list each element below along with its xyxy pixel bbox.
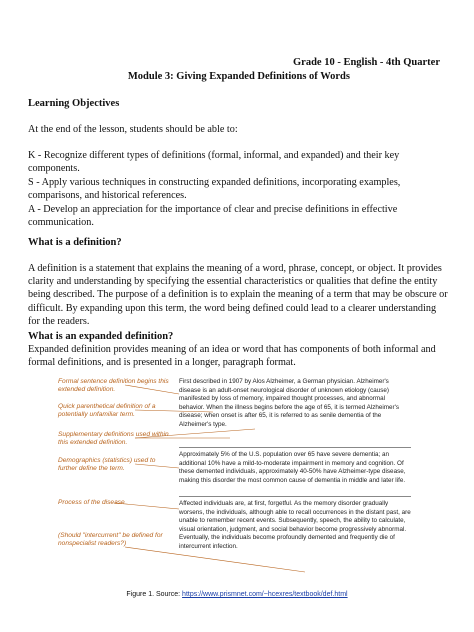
annotation-parenthetical-definition: Quick parenthetical definition of a potentially unfamiliar term. bbox=[58, 403, 156, 419]
figure-divider bbox=[179, 496, 411, 497]
expanded-heading: What is an expanded definition? bbox=[28, 331, 174, 342]
figure-divider bbox=[179, 447, 411, 448]
definition-heading: What is a definition? bbox=[28, 237, 122, 248]
annotation-formal-definition: Formal sentence definition begins this extended definition. bbox=[58, 378, 169, 394]
caption-prefix: Figure 1. Source: bbox=[126, 591, 183, 598]
objective-s: S - Apply various techniques in constructing expanded definitions, incorporating examples, comparisons, and historical references. bbox=[28, 177, 401, 202]
figure-paragraph-3: Affected individuals are, at first, forgetful. As the memory disorder gradually worsens, the individuals, although able to recall occurrences in the distant past, are unable to remember recent events. Subsequently, speech, the ability to calculate, visual orientation, judgment, and social behavior become progressively abnormal. Eventually, the individuals become profoundly demented and frequently die of intercurrent infection. bbox=[179, 500, 411, 550]
annotation-intercurrent: (Should "intercurrent" be defined for nonspecialist readers?) bbox=[58, 532, 163, 548]
objective-k: K - Recognize different types of definitions (formal, informal, and expanded) and their key components. bbox=[28, 150, 400, 175]
figure-caption bbox=[0, 591, 474, 598]
objectives-heading: Learning Objectives bbox=[28, 98, 120, 109]
definition-body: A definition is a statement that explains the meaning of a word, phrase, concept, or object. It provides clarity and understanding by specifying the essential characteristics or qualities that define the entity being described. The purpose of a definition is to explain the meaning of a term that may be obscure or difficult. By expanding upon this term, the word being defined could lead to a clearer understanding for the readers. bbox=[28, 263, 448, 327]
figure-paragraph-2: Approximately 5% of the U.S. population over 65 have severe dementia; an additional 10% have a mild-to-moderate impairment in memory and cognition. Of these demented individuals, approximately 40-50% have Alzheimer-type disease, making this disorder the most common cause of dementia in middle and later life. bbox=[179, 451, 406, 484]
figure-annotated-example bbox=[55, 372, 415, 586]
figure-paragraph-1: First described in 1907 by Alos Alzheimer, a German physician. Alzheimer's disease is an adult-onset neurological disorder of unknown etiology (cause) manifested by loss of memory, impaired thought processes, and abnormal behavior. When the illness begins before the age of 65, it is termed Alzheimer's disease; when onset is after 65, it is referred to as senile dementia of the Alzheimer's type. bbox=[179, 378, 399, 428]
annotation-supplementary-definitions: Supplementary definitions used within this extended definition. bbox=[58, 431, 169, 447]
module-title: Module 3: Giving Expanded Definitions of Words bbox=[127, 71, 350, 82]
grade-header: Grade 10 - English - 4th Quarter bbox=[293, 57, 440, 68]
objectives-intro: At the end of the lesson, students should be able to: bbox=[28, 124, 238, 135]
annotation-process: Process of the disease bbox=[58, 499, 125, 506]
objective-a: A - Develop an appreciation for the importance of clear and precise definitions in effective communication. bbox=[28, 204, 398, 229]
annotation-demographics: Demographics (statistics) used to further define the term. bbox=[58, 457, 156, 473]
expanded-body: Expanded definition provides meaning of an idea or word that has components of both informal and formal definitions, and is presented in a longer, paragraph format. bbox=[28, 344, 436, 369]
source-link[interactable]: https://www.prismnet.com/~hcexres/textbook/def.html bbox=[182, 591, 348, 598]
